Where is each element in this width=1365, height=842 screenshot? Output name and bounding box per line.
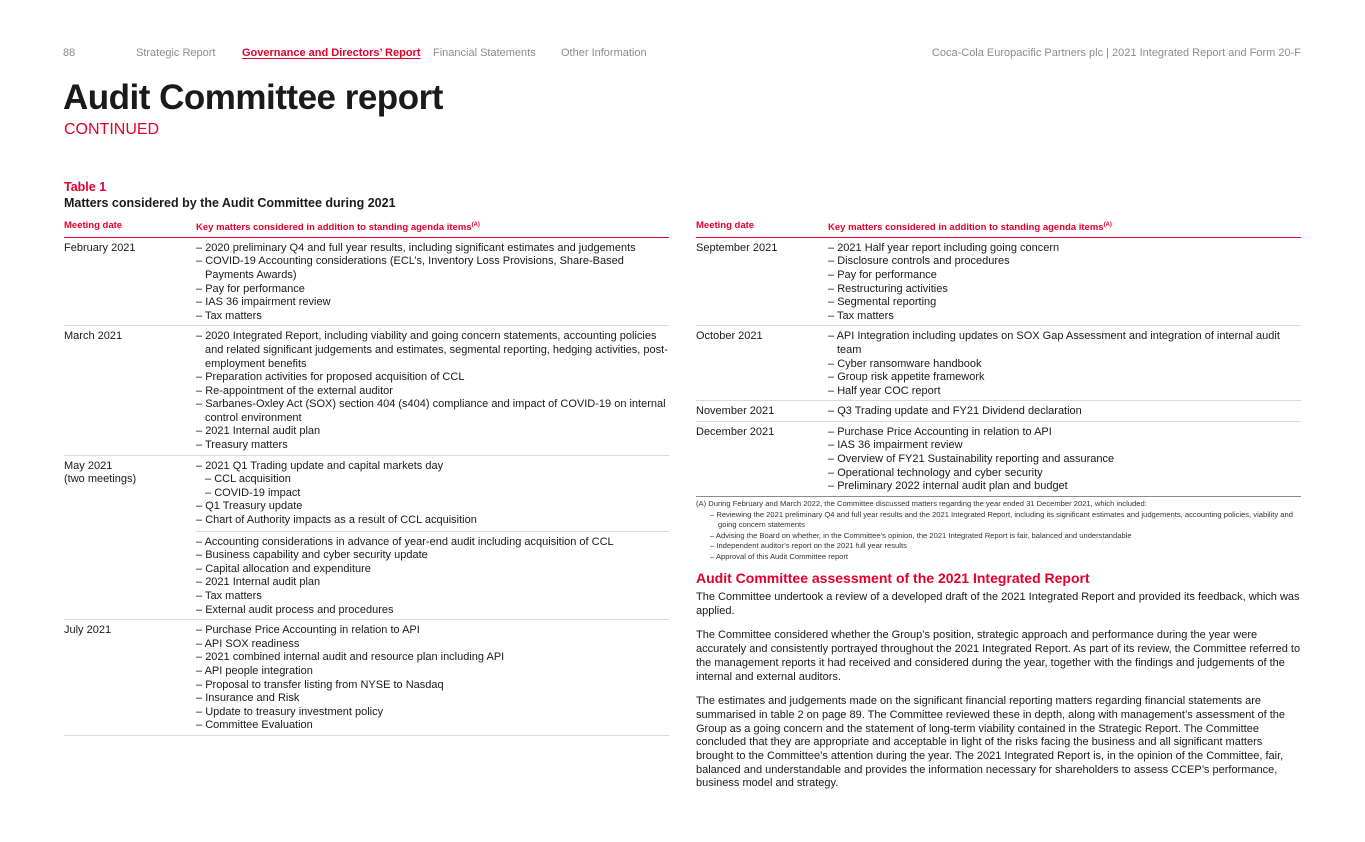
key-matters (196, 242, 669, 324)
list-item: – Restructuring activities (828, 283, 1301, 297)
table-label: Table 1 (64, 180, 107, 194)
meeting-date: November 2021 (696, 405, 775, 418)
table-row (64, 238, 669, 327)
table-row (64, 456, 669, 621)
list-item: – Preliminary 2022 internal audit plan and budget (828, 480, 1301, 494)
table-header (64, 218, 669, 238)
meeting-date: December 2021 (696, 425, 775, 438)
list-item: – Disclosure controls and procedures (828, 255, 1301, 269)
page-number: 88 (63, 47, 76, 59)
key-matters (828, 426, 1301, 494)
footnote-item: – Independent auditor’s report on the 2021 full year results (696, 541, 1301, 552)
meeting-date: February 2021 (64, 241, 136, 254)
nav-governance-report[interactable]: Governance and Directors’ Report (242, 47, 421, 59)
list-item: – Segmental reporting (828, 296, 1301, 310)
list-item: – API people integration (196, 665, 669, 679)
list-item: – COVID-19 impact (196, 487, 669, 501)
list-item: – CCL acquisition (196, 473, 669, 487)
list-item: – External audit process and procedures (196, 604, 669, 618)
table-footnote (696, 499, 1301, 562)
nav-financial-statements[interactable]: Financial Statements (433, 47, 536, 59)
list-item: – Capital allocation and expenditure (196, 563, 669, 577)
table-row (64, 620, 669, 736)
list-item: – Committee Evaluation (196, 719, 669, 733)
meeting-date: September 2021 (696, 241, 778, 254)
list-item: – Insurance and Risk (196, 692, 669, 706)
list-item: – Proposal to transfer listing from NYSE to Nasdaq (196, 679, 669, 693)
footnote-item: – Advising the Board on whether, in the Committee’s opinion, the 2021 Integrated Report is fair, balanced and understandable (696, 531, 1301, 542)
page-subtitle: CONTINUED (64, 121, 160, 138)
col-header-meeting-date: Meeting date (64, 220, 123, 231)
table-row (696, 326, 1301, 401)
document-title: Coca-Cola Europacific Partners plc | 2021 Integrated Report and Form 20-F (931, 47, 1301, 59)
key-matters (828, 242, 1301, 324)
list-item: – Re-appointment of the external auditor (196, 385, 669, 399)
list-item: – IAS 36 impairment review (196, 296, 669, 310)
list-item: – Business capability and cyber security update (196, 549, 669, 563)
meeting-date (64, 460, 196, 618)
meeting-date-label: May 2021 (64, 459, 113, 472)
page-title: Audit Committee report (63, 78, 443, 117)
list-item: – Cyber ransomware handbook (828, 358, 1301, 372)
list-item: – Purchase Price Accounting in relation to API (196, 624, 669, 638)
list-item: – Pay for performance (196, 283, 669, 297)
list-item: – 2021 combined internal audit and resource plan including API (196, 651, 669, 665)
list-item: – 2020 Integrated Report, including viability and going concern statements, accounting policies and related significant judgements and estimates, segmental reporting, hedging activities, post-employment benefits (196, 330, 669, 371)
assessment-paragraph: The Committee undertook a review of a developed draft of the 2021 Integrated Report and provided its feedback, which was applied. (696, 591, 1300, 617)
table-caption: Matters considered by the Audit Committee during 2021 (64, 196, 396, 210)
list-item: – 2021 Half year report including going concern (828, 242, 1301, 256)
footnote-intro: (A) During February and March 2022, the Committee discussed matters regarding the year ended 31 December 2021, which included: (696, 499, 1147, 508)
meeting-date: July 2021 (64, 624, 112, 637)
assessment-body (696, 591, 1302, 802)
list-item: – IAS 36 impairment review (828, 439, 1301, 453)
list-item: – Treasury matters (196, 439, 669, 453)
list-item: – Accounting considerations in advance of year-end audit including acquisition of CCL (196, 536, 669, 550)
top-navigation (63, 47, 1301, 61)
list-item: – Tax matters (828, 310, 1301, 324)
assessment-paragraph: The Committee considered whether the Group’s position, strategic approach and performance during the year were accurately and consistently portrayed throughout the 2021 Integrated Report. As part of its review, the Committee referred to the management reports it had received and considered during the year, together with the findings and judgements of the internal and external auditors. (696, 629, 1301, 683)
list-item: – Tax matters (196, 310, 669, 324)
list-item: – Chart of Authority impacts as a result of CCL acquisition (196, 514, 669, 528)
assessment-heading: Audit Committee assessment of the 2021 Integrated Report (696, 570, 1090, 586)
list-item: – Preparation activities for proposed acquisition of CCL (196, 371, 669, 385)
list-item: – Half year COC report (828, 385, 1301, 399)
list-item: – Overview of FY21 Sustainability reporting and assurance (828, 453, 1301, 467)
nav-strategic-report[interactable]: Strategic Report (136, 47, 216, 59)
list-item: – COVID-19 Accounting considerations (ECL’s, Inventory Loss Provisions, Share-Based Payments Awards) (196, 255, 669, 282)
list-item: – Purchase Price Accounting in relation to API (828, 426, 1301, 440)
meeting-date-note: (two meetings) (64, 473, 137, 486)
table-row (64, 326, 669, 455)
table-row (696, 422, 1301, 497)
list-item: – Tax matters (196, 590, 669, 604)
assessment-paragraph: The estimates and judgements made on the significant financial reporting matters regarding financial statements are summarised in table 2 on page 89. The Committee reviewed these in depth, along with management’s assessment of the Group as a going concern and the statement of long-term viability contained in the Strategic Report. The Committee concluded that they are appropriate and acceptable in light of the risks facing the business and all significant matters brought to the Committee’s attention during the year. The 2021 Integrated Report is, in the opinion of the Committee, fair, balanced and understandable and provides the information necessary for shareholders to assess CCEP’s performance, business model and strategy. (696, 695, 1286, 790)
second-meeting-matters (196, 531, 669, 618)
key-matters (196, 624, 669, 733)
list-item: – Pay for performance (828, 269, 1301, 283)
list-item: – 2021 Q1 Trading update and capital markets day (196, 460, 669, 474)
list-item: – Operational technology and cyber security (828, 467, 1301, 481)
key-matters (196, 460, 669, 618)
nav-other-information[interactable]: Other Information (561, 47, 647, 59)
list-item: – Sarbanes-Oxley Act (SOX) section 404 (s404) compliance and impact of COVID-19 on internal control environment (196, 398, 669, 425)
meeting-date: March 2021 (64, 330, 123, 343)
col-header-key-matters: Key matters considered in addition to standing agenda items$^{(A)}$ (196, 222, 480, 234)
key-matters (828, 405, 1301, 419)
table-row (696, 401, 1301, 422)
list-item: – API SOX readiness (196, 638, 669, 652)
meeting-date: October 2021 (696, 330, 763, 343)
table-row (696, 238, 1301, 327)
key-matters (828, 330, 1301, 398)
matters-table-right (696, 218, 1301, 497)
list-item: – API Integration including updates on SOX Gap Assessment and integration of internal audit team (828, 330, 1301, 357)
list-item: – Update to treasury investment policy (196, 706, 669, 720)
list-item: – Q1 Treasury update (196, 500, 669, 514)
list-item: – 2021 Internal audit plan (196, 576, 669, 590)
list-item: – Q3 Trading update and FY21 Dividend declaration (828, 405, 1301, 419)
key-matters (196, 330, 669, 452)
col-header-key-matters: Key matters considered in addition to standing agenda items$^{(A)}$ (828, 222, 1112, 234)
footnote-item: – Approval of this Audit Committee report (696, 552, 1301, 563)
list-item: – 2021 Internal audit plan (196, 425, 669, 439)
footnote-item: – Reviewing the 2021 preliminary Q4 and full year results and the 2021 Integrated Report, including its significant estimates and judgements, accounting policies, viability and going concern statements (696, 510, 1301, 531)
list-item: – Group risk appetite framework (828, 371, 1301, 385)
matters-table-left (64, 218, 669, 736)
list-item: – 2020 preliminary Q4 and full year results, including significant estimates and judgements (196, 242, 669, 256)
col-header-meeting-date: Meeting date (696, 220, 755, 231)
table-header (696, 218, 1301, 238)
